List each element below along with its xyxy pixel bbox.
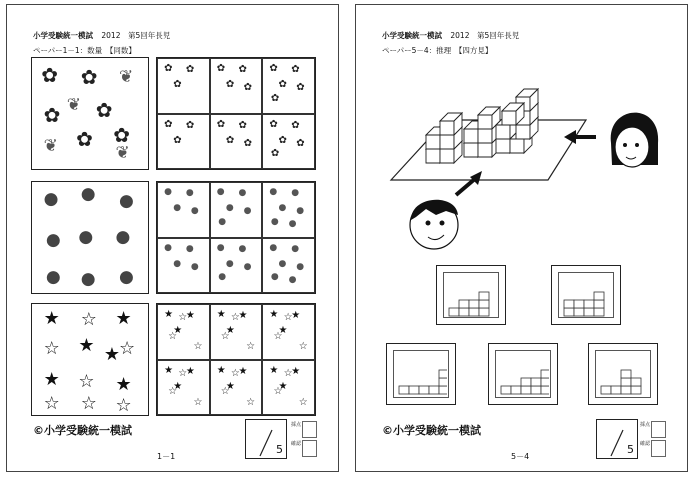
maple-leaf-icon: ✿ (95, 98, 113, 123)
star-icon: ★ (238, 310, 248, 322)
star-icon: ★ (216, 309, 226, 321)
star-icon: ☆ (178, 367, 188, 379)
answer-choice-2[interactable] (551, 265, 621, 325)
star-icon: ☆ (115, 395, 132, 417)
footer-logo: ©小学受験統一模試 (33, 424, 132, 437)
apple-icon: ● (225, 203, 234, 214)
stacked-blocks (426, 89, 538, 163)
worksheet-page-counting (6, 4, 339, 472)
score-total: 5 (276, 443, 283, 456)
apple-icon: ● (185, 243, 194, 254)
star-icon: ★ (164, 364, 174, 376)
apple-icon: ● (216, 187, 225, 198)
maple-leaf-icon: ✿ (173, 134, 182, 146)
star-icon: ☆ (283, 312, 293, 324)
star-icon: ★ (238, 365, 248, 377)
worksheet-page-reasoning (355, 4, 688, 472)
apple-icon: ● (164, 187, 172, 198)
apple-icon: ● (291, 188, 300, 199)
exam-meta: 2012 第5回年長児 (450, 31, 520, 40)
apple-icon: ● (288, 274, 297, 285)
star-icon: ★ (278, 325, 288, 337)
choice-grid-fruits (156, 181, 316, 294)
page-number: 1－1 (157, 452, 176, 461)
star-icon: ★ (43, 307, 60, 329)
maple-leaf-icon: ✿ (238, 119, 247, 131)
maple-leaf-icon: ✿ (278, 79, 287, 91)
apple-icon: ● (173, 203, 182, 214)
choice-cell[interactable] (262, 360, 315, 416)
ginkgo-leaf-icon: ❦ (66, 94, 82, 115)
choice-cell[interactable] (157, 114, 210, 170)
apple-icon: ● (238, 243, 247, 254)
apple-icon: ● (225, 258, 234, 269)
apple-icon: ● (164, 242, 172, 253)
apple-icon: ● (185, 188, 194, 199)
star-icon: ☆ (246, 341, 256, 353)
apple-icon: ● (218, 272, 227, 283)
brand-name: 小学受験統一模試 (382, 31, 442, 40)
star-icon: ☆ (119, 337, 136, 359)
maple-leaf-icon: ✿ (43, 102, 61, 127)
choice-cell[interactable] (262, 304, 315, 360)
apple-icon: ● (288, 219, 297, 230)
star-icon: ★ (291, 310, 301, 322)
maple-leaf-icon: ✿ (291, 119, 300, 131)
maple-leaf-icon: ✿ (296, 82, 305, 94)
maple-leaf-icon: ✿ (216, 118, 226, 130)
apple-icon: ● (45, 229, 61, 250)
star-icon: ☆ (168, 386, 178, 398)
apple-icon: ● (45, 266, 61, 287)
page-header (33, 30, 170, 41)
ginkgo-leaf-icon: ❦ (43, 135, 58, 156)
score-box[interactable] (245, 419, 287, 459)
apple-icon: ● (270, 216, 279, 227)
apple-icon: ● (278, 203, 287, 214)
choice-cell[interactable] (210, 58, 263, 114)
block-silhouette (599, 354, 649, 398)
girl-face-icon (611, 113, 658, 167)
star-icon: ☆ (220, 330, 230, 342)
maple-leaf-icon: ✿ (80, 64, 98, 89)
apple-icon: ● (296, 261, 305, 272)
choice-cell[interactable] (210, 182, 263, 238)
choice-cell[interactable] (262, 238, 315, 294)
apple-icon: ● (296, 206, 305, 217)
star-icon: ★ (278, 380, 288, 392)
maple-leaf-icon: ✿ (185, 119, 195, 131)
maple-leaf-icon: ✿ (269, 118, 278, 130)
apple-icon: ● (269, 242, 278, 253)
maple-leaf-icon: ✿ (296, 137, 305, 149)
apple-icon: ● (80, 184, 96, 205)
reference-box-leaves (31, 57, 149, 170)
boy-face-icon (410, 200, 458, 249)
apple-icon: ● (43, 188, 59, 209)
star-icon: ★ (115, 374, 132, 396)
maple-leaf-icon: ✿ (185, 64, 195, 76)
choice-cell[interactable] (157, 304, 210, 360)
star-icon: ☆ (230, 367, 240, 379)
star-icon: ★ (103, 344, 121, 366)
stamp-label-b: 確認 (640, 441, 651, 447)
apple-icon: ● (78, 226, 94, 247)
star-icon: ★ (185, 365, 195, 377)
choice-grid-leaves (156, 57, 316, 170)
apple-icon: ● (270, 272, 279, 283)
star-icon: ☆ (298, 341, 308, 353)
choice-cell[interactable] (262, 114, 315, 170)
stamp-label-a: 採点 (291, 422, 302, 428)
choice-cell[interactable] (262, 182, 315, 238)
star-icon: ☆ (273, 386, 283, 398)
maple-leaf-icon: ✿ (41, 62, 59, 87)
maple-leaf-icon: ✿ (291, 64, 300, 76)
answer-choice-4[interactable] (488, 343, 558, 405)
page-number: 5－4 (511, 452, 530, 461)
choice-grid-stars (156, 303, 316, 416)
reference-box-fruits (31, 181, 149, 294)
apple-icon: ● (278, 258, 287, 269)
apple-icon: ● (173, 258, 182, 269)
exam-meta: 2012 第5回年長児 (101, 31, 171, 40)
choice-cell[interactable] (157, 58, 210, 114)
score-total: 5 (627, 443, 634, 456)
stamp-box-a (302, 421, 317, 438)
page-header (382, 30, 519, 41)
maple-leaf-icon: ✿ (270, 148, 280, 160)
maple-leaf-icon: ✿ (238, 64, 247, 76)
stamp-label-a: 採点 (640, 422, 651, 428)
apple-icon: ● (80, 268, 96, 289)
apple-icon: ● (115, 226, 131, 247)
star-icon: ★ (173, 325, 183, 337)
score-box[interactable] (596, 419, 638, 459)
star-icon: ☆ (168, 330, 178, 342)
star-icon: ☆ (43, 337, 60, 359)
star-icon: ☆ (80, 308, 97, 330)
question-subheading: ペーパー5－4：推理 【四方見】 (382, 46, 493, 55)
choice-cell[interactable] (157, 182, 210, 238)
apple-icon: ● (190, 261, 199, 272)
maple-leaf-icon: ✿ (164, 118, 173, 130)
stamp-box-b (302, 440, 317, 457)
choice-cell[interactable] (157, 360, 210, 416)
answer-choice-5[interactable] (588, 343, 658, 405)
star-icon: ☆ (298, 396, 308, 408)
star-icon: ☆ (230, 312, 240, 324)
apple-icon: ● (119, 266, 134, 287)
apple-icon: ● (291, 243, 300, 254)
maple-leaf-icon: ✿ (270, 92, 280, 104)
maple-leaf-icon: ✿ (113, 122, 130, 147)
answer-choice-3[interactable] (386, 343, 456, 405)
star-icon: ★ (291, 365, 301, 377)
choice-cell[interactable] (210, 114, 263, 170)
apple-icon: ● (243, 261, 252, 272)
star-icon: ☆ (193, 341, 203, 353)
block-silhouette (447, 276, 497, 318)
block-silhouette (499, 354, 549, 398)
star-icon: ★ (225, 380, 235, 392)
star-icon: ★ (173, 380, 183, 392)
apple-icon: ● (216, 242, 225, 253)
footer-logo: ©小学受験統一模試 (382, 424, 481, 437)
star-icon: ☆ (80, 393, 97, 415)
star-icon: ★ (225, 325, 235, 337)
maple-leaf-icon: ✿ (216, 63, 226, 75)
answer-choice-1[interactable] (436, 265, 506, 325)
choice-cell[interactable] (210, 360, 263, 416)
ginkgo-leaf-icon: ❦ (119, 67, 134, 88)
choice-cell[interactable] (210, 238, 263, 294)
stamp-box-a (651, 421, 666, 438)
star-icon: ☆ (193, 396, 203, 408)
star-icon: ☆ (273, 330, 283, 342)
maple-leaf-icon: ✿ (76, 127, 93, 152)
star-icon: ★ (269, 364, 279, 376)
apple-icon: ● (218, 216, 227, 227)
apple-icon: ● (243, 206, 252, 217)
star-icon: ☆ (178, 312, 188, 324)
maple-leaf-icon: ✿ (173, 79, 182, 91)
maple-leaf-icon: ✿ (225, 134, 235, 146)
star-icon: ☆ (78, 370, 95, 392)
star-icon: ★ (216, 364, 226, 376)
question-subheading: ペーパー1－1：数量 【同数】 (33, 46, 136, 55)
block-scene-illustration (386, 65, 676, 260)
maple-leaf-icon: ✿ (164, 63, 173, 75)
maple-leaf-icon: ✿ (243, 137, 252, 149)
maple-leaf-icon: ✿ (243, 82, 252, 94)
apple-icon: ● (119, 191, 134, 212)
choice-cell[interactable] (157, 238, 210, 294)
star-icon: ★ (78, 335, 95, 357)
apple-icon: ● (238, 188, 247, 199)
stamp-label-b: 確認 (291, 441, 302, 447)
star-icon: ★ (115, 307, 132, 329)
maple-leaf-icon: ✿ (278, 134, 287, 146)
apple-icon: ● (269, 187, 278, 198)
star-icon: ☆ (246, 396, 256, 408)
block-silhouette (562, 276, 612, 318)
choice-cell[interactable] (262, 58, 315, 114)
brand-name: 小学受験統一模試 (33, 31, 93, 40)
maple-leaf-icon: ✿ (225, 79, 235, 91)
reference-box-stars (31, 303, 149, 416)
star-icon: ★ (164, 309, 174, 321)
star-icon: ★ (185, 310, 195, 322)
star-icon: ☆ (220, 386, 230, 398)
block-silhouette (397, 354, 447, 398)
stamp-box-b (651, 440, 666, 457)
star-icon: ★ (269, 309, 279, 321)
maple-leaf-icon: ✿ (269, 63, 278, 75)
ginkgo-leaf-icon: ❦ (115, 142, 130, 163)
star-icon: ☆ (43, 393, 60, 415)
choice-cell[interactable] (210, 304, 263, 360)
star-icon: ☆ (283, 367, 293, 379)
star-icon: ★ (43, 368, 60, 390)
apple-icon: ● (190, 206, 199, 217)
